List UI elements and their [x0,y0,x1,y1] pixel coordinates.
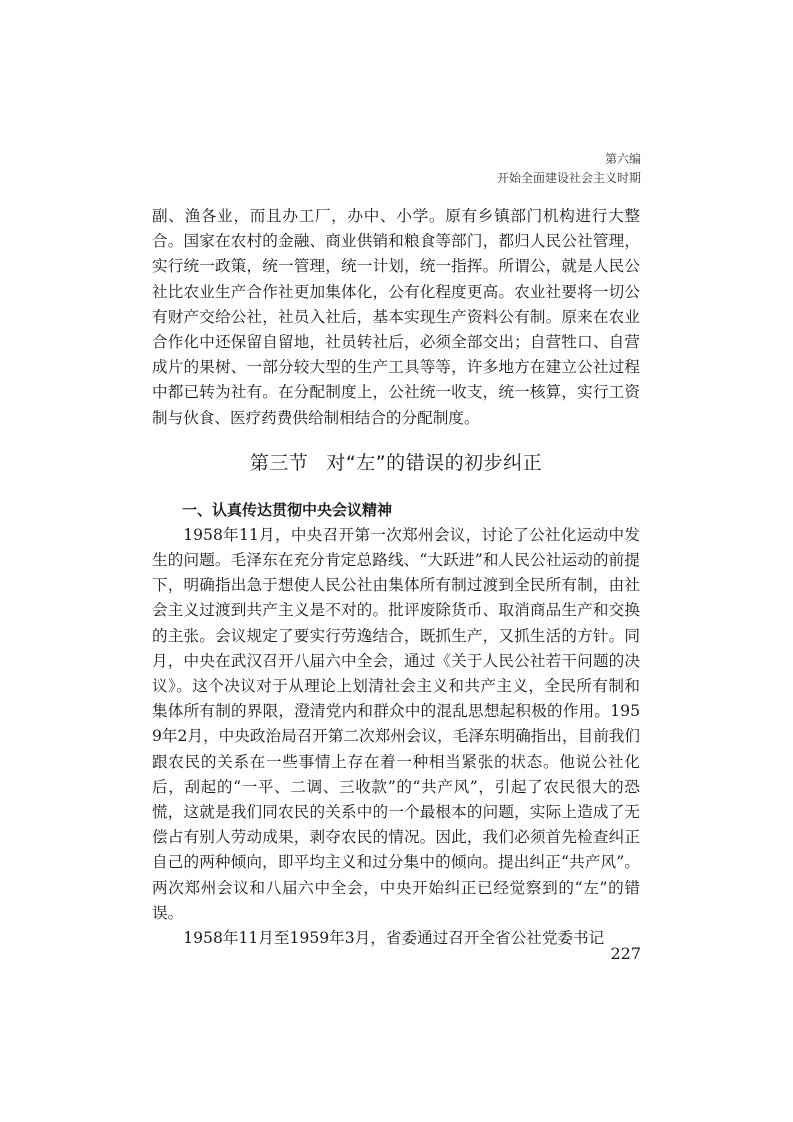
section-number: 第三节 [249,451,309,474]
running-head-part: 第六编 [604,152,641,166]
body-text [152,204,640,951]
paragraph: 1958年11月至1959年3月，省委通过召开全省公社党委书记 [183,929,605,948]
section-heading [152,431,640,495]
running-head [497,150,641,188]
running-head-title: 开始全面建设社会主义时期 [496,171,641,185]
paragraph: 1958年11月，中央召开第一次郑州会议，讨论了公社化运动中发生的问题。毛泽东在充分肯定总路线、“大跃进”和人民公社运动的前提下，明确指出急于想使人民公社由集体所有制过渡到全民所有制，由社会主义过渡到共产主义是不对的。批评废除货币、取消商品生产和交换的主张。会议规定了要实行劳逸结合，既抓生产，又抓生活的方针。同月，中央在武汉召开八届六中全会，通过《关于人民公社若干问题的决议》。这个决议对于从理论上划清社会主义和共产主义，全民所有制和集体所有制的界限，澄清党内和群众中的混乱思想起积极的作用。1959年2月，中央政治局召开第二次郑州会议，毛泽东明确指出，目前我们跟农民的关系在一些事情上存在着一种相当紧张的状态。他说公社化后，刮起的“一平、二调、三收款”的“共产风”，引起了农民很大的恐慌，这就是我们同农民的关系中的一个最根本的问题，实际上造成了无偿占有别人劳动成果，剥夺农民的情况。因此，我们必须首先检查纠正自己的两种倾向，即平均主义和过分集中的倾向。提出纠正“共产风”。两次郑州会议和八届六中全会，中央开始纠正已经觉察到的“左”的错误。 [152,525,640,922]
paragraph-continued: 副、渔各业，而且办工厂，办中、小学。原有乡镇部门机构进行大整合。国家在农村的金融、商业供销和粮食等部门，都归人民公社管理，实行统一政策，统一管理，统一计划，统一指挥。所谓公，就是人民公社比农业生产合作社更加集体化，公有化程度更高。农业社要将一切公有财产交给公社，社员入社后，基本实现生产资料公有制。原来在农业合作化中还保留自留地，社员转社后，必须全部交出；自营牲口、自营成片的果树、一部分较大型的生产工具等等，许多地方在建立公社过程中都已转为社有。在分配制度上，公社统一收支，统一核算，实行工资制与伙食、医疗药费供给制相结合的分配制度。 [152,207,640,427]
page-number: 227 [610,944,641,963]
section-title: 对“左”的错误的初步纠正 [326,451,543,474]
subsection-heading: 一、认真传达贯彻中央会议精神 [182,500,393,519]
